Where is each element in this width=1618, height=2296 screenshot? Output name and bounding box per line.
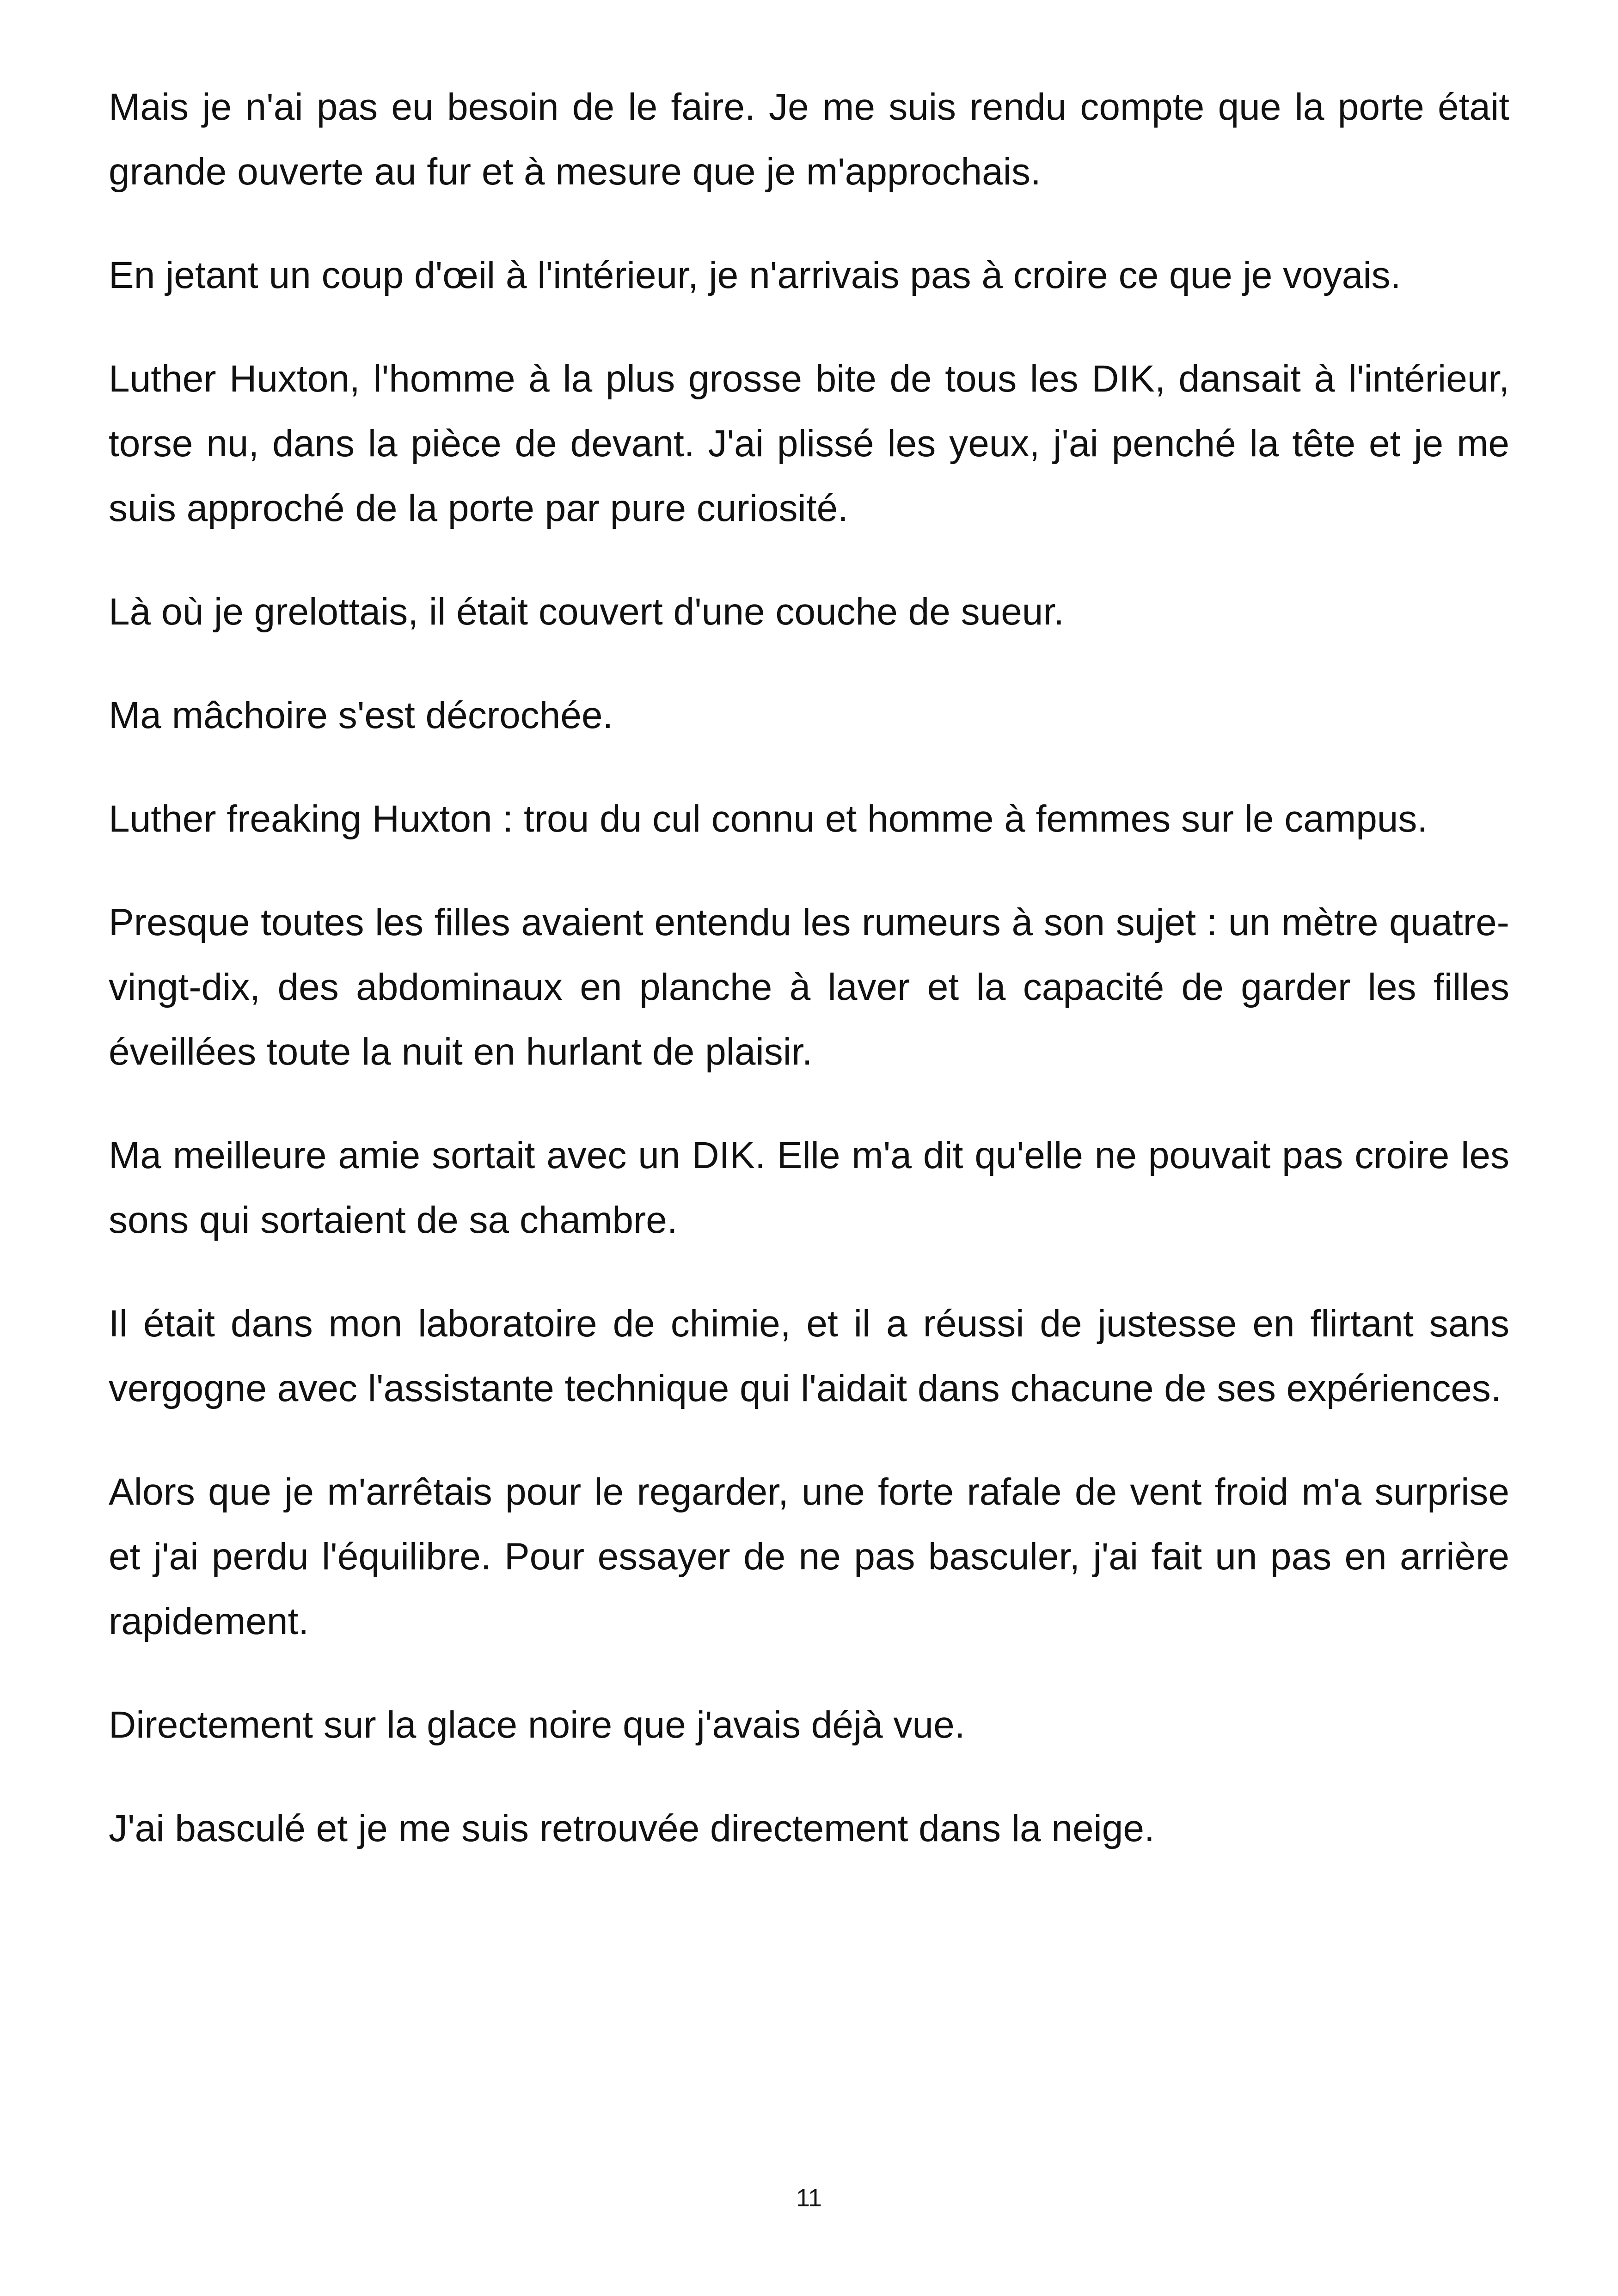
- paragraph: Alors que je m'arrêtais pour le regarder, une forte rafale de vent froid m'a surprise et j'ai perdu l'équilibre. Pour essayer de ne pas basculer, j'ai fait un pas en arrière rapidement.: [109, 1471, 1509, 1642]
- paragraph: J'ai basculé et je me suis retrouvée directement dans la neige.: [109, 1807, 1155, 1849]
- paragraph: Il était dans mon laboratoire de chimie, et il a réussi de justesse en flirtant sans vergogne avec l'assistante technique qui l'aidait dans chacune de ses expériences.: [109, 1303, 1509, 1409]
- paragraph: Là où je grelottais, il était couvert d'une couche de sueur.: [109, 591, 1064, 633]
- paragraph: Luther Huxton, l'homme à la plus grosse bite de tous les DIK, dansait à l'intérieur, torse nu, dans la pièce de devant. J'ai plissé les yeux, j'ai penché la tête et je me suis approché de la porte par pure curiosité.: [109, 358, 1509, 529]
- paragraph: Directement sur la glace noire que j'avais déjà vue.: [109, 1704, 965, 1746]
- paragraph: Mais je n'ai pas eu besoin de le faire. Je me suis rendu compte que la porte était grande ouverte au fur et à mesure que je m'approchais.: [109, 86, 1509, 193]
- paragraph: Ma meilleure amie sortait avec un DIK. Elle m'a dit qu'elle ne pouvait pas croire les sons qui sortaient de sa chambre.: [109, 1134, 1509, 1241]
- body-text: [109, 75, 1509, 1900]
- paragraph: Ma mâchoire s'est décrochée.: [109, 694, 613, 736]
- paragraph: En jetant un coup d'œil à l'intérieur, je n'arrivais pas à croire ce que je voyais.: [109, 254, 1401, 296]
- page-number: 11: [796, 2184, 822, 2212]
- paragraph: Luther freaking Huxton : trou du cul connu et homme à femmes sur le campus.: [109, 798, 1428, 840]
- paragraph: Presque toutes les filles avaient entendu les rumeurs à son sujet : un mètre quatre-vingt-dix, des abdominaux en planche à laver et la capacité de garder les filles éveillées toute la nuit en hurlant de plaisir.: [109, 901, 1509, 1073]
